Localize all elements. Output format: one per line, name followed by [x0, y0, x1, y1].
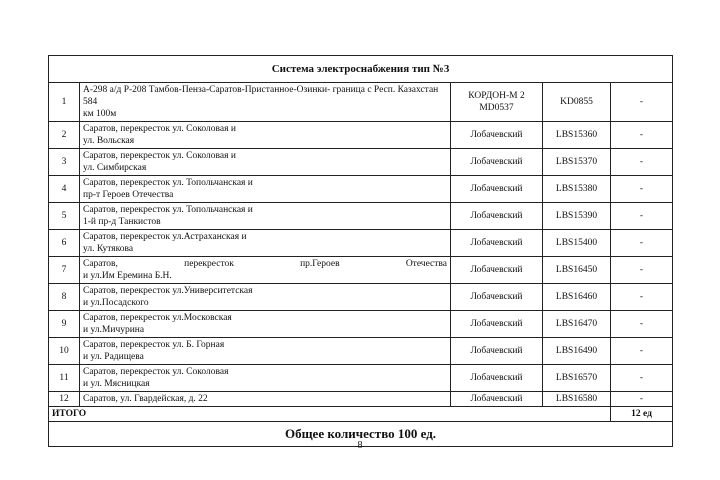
- row-model: [451, 284, 543, 311]
- model-line: Лобачевский: [470, 265, 523, 275]
- total-row: [49, 407, 673, 422]
- address-line: и ул.Мичурина: [83, 325, 145, 335]
- model-line: Лобачевский: [470, 319, 523, 329]
- row-note: -: [611, 284, 673, 311]
- row-serial: LBS16450: [543, 257, 611, 284]
- row-note: -: [611, 149, 673, 176]
- row-serial: LBS15400: [543, 230, 611, 257]
- row-model: [451, 83, 543, 122]
- address-line: ул. Симбирская: [83, 163, 147, 173]
- address-line: и ул. Мясницкая: [83, 379, 150, 389]
- row-note: -: [611, 122, 673, 149]
- table-row: [49, 311, 673, 338]
- table-row: [49, 203, 673, 230]
- row-note: -: [611, 176, 673, 203]
- address-line: Саратов, перекресток ул.Астраханская и: [83, 232, 247, 242]
- row-address: [80, 203, 451, 230]
- table-row: [49, 122, 673, 149]
- row-model: [451, 257, 543, 284]
- grand-total: Общее количество 100 ед.: [49, 422, 673, 447]
- model-line: Лобачевский: [470, 211, 523, 221]
- model-line: Лобачевский: [470, 157, 523, 167]
- row-number: 2: [49, 122, 80, 149]
- model-line: КОРДОН-М 2: [468, 91, 525, 101]
- row-address: [80, 338, 451, 365]
- address-line: Саратов, перекресток ул. Соколовая: [83, 367, 229, 377]
- model-line: MD0537: [479, 103, 514, 113]
- row-number: 7: [49, 257, 80, 284]
- row-number: 4: [49, 176, 80, 203]
- address-line: Саратов, перекресток ул. Соколовая и: [83, 151, 236, 161]
- address-line: Саратов, ул. Гвардейская, д. 22: [83, 394, 208, 404]
- row-note: -: [611, 338, 673, 365]
- address-line: Саратов, перекресток пр.Героев Отечества: [83, 259, 447, 269]
- row-address: [80, 230, 451, 257]
- table-title-row: [49, 56, 673, 83]
- row-number: 8: [49, 284, 80, 311]
- model-line: Лобачевский: [470, 184, 523, 194]
- table-row: [49, 83, 673, 122]
- row-serial: LBS15360: [543, 122, 611, 149]
- row-model: [451, 338, 543, 365]
- row-number: 1: [49, 83, 80, 122]
- row-model: [451, 230, 543, 257]
- row-address: [80, 149, 451, 176]
- row-serial: LBS16470: [543, 311, 611, 338]
- address-line: и ул. Радищева: [83, 352, 144, 362]
- model-line: Лобачевский: [470, 130, 523, 140]
- row-note: -: [611, 365, 673, 392]
- row-serial: KD0855: [543, 83, 611, 122]
- row-model: [451, 392, 543, 407]
- address-line: 1-й пр-д Танкистов: [83, 217, 161, 227]
- address-line: ул. Вольская: [83, 136, 135, 146]
- address-line: км 100м: [83, 109, 117, 119]
- address-line: пр-т Героев Отечества: [83, 190, 174, 200]
- model-line: Лобачевский: [470, 238, 523, 248]
- row-number: 11: [49, 365, 80, 392]
- row-model: [451, 176, 543, 203]
- row-address: [80, 311, 451, 338]
- row-note: -: [611, 230, 673, 257]
- total-value: 12 ед: [611, 407, 673, 422]
- address-line: Саратов, перекресток ул.Университетская: [83, 286, 253, 296]
- row-address: [80, 257, 451, 284]
- address-line: Саратов, перекресток ул.Московская: [83, 313, 232, 323]
- row-address: [80, 176, 451, 203]
- table-row: [49, 257, 673, 284]
- address-line: А-298 а/д Р-208 Тамбов-Пенза-Саратов-Пристанное-Озинки- граница с Респ. Казахстан 584: [83, 85, 439, 107]
- row-note: -: [611, 311, 673, 338]
- row-model: [451, 203, 543, 230]
- address-line: и ул.Им Еремина Б.Н.: [83, 271, 172, 281]
- row-serial: LBS16460: [543, 284, 611, 311]
- row-number: 5: [49, 203, 80, 230]
- row-model: [451, 311, 543, 338]
- row-number: 3: [49, 149, 80, 176]
- address-line: Саратов, перекресток ул. Топольчанская и: [83, 205, 253, 215]
- model-line: Лобачевский: [470, 373, 523, 383]
- row-address: [80, 284, 451, 311]
- page-number: 8: [357, 440, 363, 451]
- table-row: [49, 338, 673, 365]
- row-model: [451, 149, 543, 176]
- address-line: Саратов, перекресток ул. Б. Горная: [83, 340, 225, 350]
- table-row: [49, 149, 673, 176]
- row-note: -: [611, 392, 673, 407]
- row-address: [80, 122, 451, 149]
- table-title: Система электроснабжения тип №3: [49, 56, 673, 83]
- total-label: ИТОГО: [49, 407, 611, 422]
- model-line: Лобачевский: [470, 292, 523, 302]
- address-line: Саратов, перекресток ул. Топольчанская и: [83, 178, 253, 188]
- table-row: [49, 365, 673, 392]
- row-note: -: [611, 83, 673, 122]
- row-model: [451, 365, 543, 392]
- address-line: Саратов, перекресток ул. Соколовая и: [83, 124, 236, 134]
- row-serial: LBS15390: [543, 203, 611, 230]
- row-note: -: [611, 203, 673, 230]
- model-line: Лобачевский: [470, 346, 523, 356]
- row-note: -: [611, 257, 673, 284]
- row-serial: LBS16580: [543, 392, 611, 407]
- row-number: 12: [49, 392, 80, 407]
- row-serial: LBS16570: [543, 365, 611, 392]
- table-row: [49, 284, 673, 311]
- table-row: [49, 230, 673, 257]
- model-line: Лобачевский: [470, 394, 523, 404]
- row-address: [80, 392, 451, 407]
- row-model: [451, 122, 543, 149]
- row-serial: LBS15370: [543, 149, 611, 176]
- address-line: ул. Кутякова: [83, 244, 134, 254]
- row-number: 9: [49, 311, 80, 338]
- address-line: и ул.Посадского: [83, 298, 149, 308]
- row-address: [80, 365, 451, 392]
- row-number: 6: [49, 230, 80, 257]
- row-address: [80, 83, 451, 122]
- equipment-table: [48, 55, 673, 447]
- row-serial: LBS16490: [543, 338, 611, 365]
- row-serial: LBS15380: [543, 176, 611, 203]
- table-row: [49, 392, 673, 407]
- row-number: 10: [49, 338, 80, 365]
- table-row: [49, 176, 673, 203]
